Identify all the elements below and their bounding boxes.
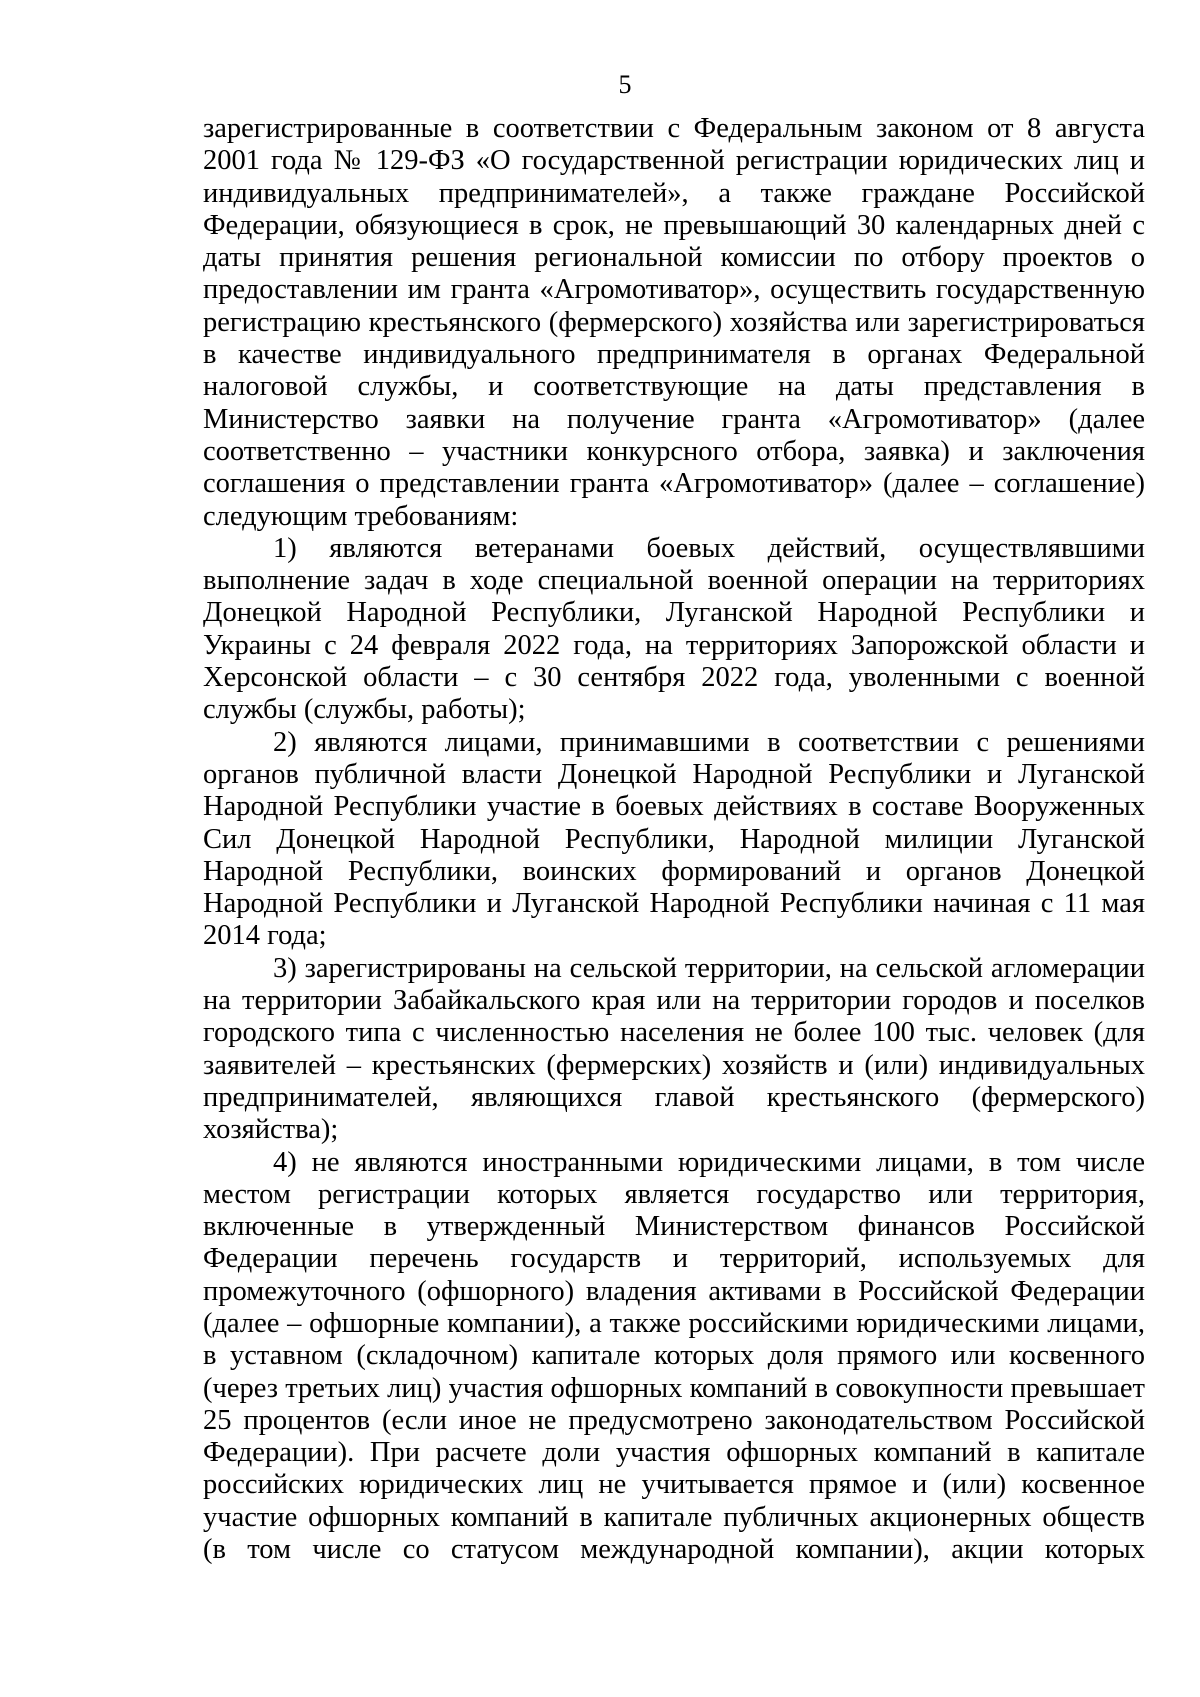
paragraph-item-2: 2) являются лицами, принимавшими в соответствии с решениями органов публичной власти Донецкой Народной Республики и Луганской Народной Республики участие в боевых действиях в составе Вооруженных Сил Донецкой Народной Республики, Народной милиции Луганской Народной Республики, воинских формирований и органов Донецкой Народной Республики и Луганской Народной Республики начиная с 11 мая 2014 года;: [203, 726, 1145, 952]
paragraph-item-3: 3) зарегистрированы на сельской территории, на сельской агломерации на территории Забайкальского края или на территории городов и поселков городского типа с численностью населения не более 100 тыс. человек (для заявителей – крестьянских (фермерских) хозяйств и (или) индивидуальных предпринимателей, являющихся главой крестьянского (фермерского) хозяйства);: [203, 952, 1145, 1146]
paragraph-item-4: 4) не являются иностранными юридическими лицами, в том числе местом регистрации которых является государство или территория, включенные в утвержденный Министерством финансов Российской Федерации перечень государств и территорий, используемых для промежуточного (офшорного) владения активами в Российской Федерации (далее – офшорные компании), а также российскими юридическими лицами, в уставном (складочном) капитале которых доля прямого или косвенного (через третьих лиц) участия офшорных компаний в совокупности превышает 25 процентов (если иное не предусмотрено законодательством Российской Федерации). При расчете доли участия офшорных компаний в капитале российских юридических лиц не учитывается прямое и (или) косвенное участие офшорных компаний в капитале публичных акционерных обществ (в том числе со статусом международной компании), акции которых: [203, 1146, 1145, 1566]
document-body: [203, 113, 1145, 1566]
page-number: 5: [618, 70, 632, 99]
paragraph-intro: зарегистрированные в соответствии с Федеральным законом от 8 августа 2001 года № 129-ФЗ «О государственной регистрации юридических лиц и индивидуальных предпринимателей», а также граждане Российской Федерации, обязующиеся в срок, не превышающий 30 календарных дней с даты принятия решения региональной комиссии по отбору проектов о предоставлении им гранта «Агромотиватор», осуществить государственную регистрацию крестьянского (фермерского) хозяйства или зарегистрироваться в качестве индивидуального предпринимателя в органах Федеральной налоговой службы, и соответствующие на даты представления в Министерство заявки на получение гранта «Агромотиватор» (далее соответственно – участники конкурсного отбора, заявка) и заключения соглашения о представлении гранта «Агромотиватор» (далее – соглашение) следующим требованиям:: [203, 113, 1145, 532]
paragraph-item-1: 1) являются ветеранами боевых действий, осуществлявшими выполнение задач в ходе специальной военной операции на территориях Донецкой Народной Республики, Луганской Народной Республики и Украины с 24 февраля 2022 года, на территориях Запорожской области и Херсонской области – с 30 сентября 2022 года, уволенными с военной службы (службы, работы);: [203, 532, 1145, 726]
